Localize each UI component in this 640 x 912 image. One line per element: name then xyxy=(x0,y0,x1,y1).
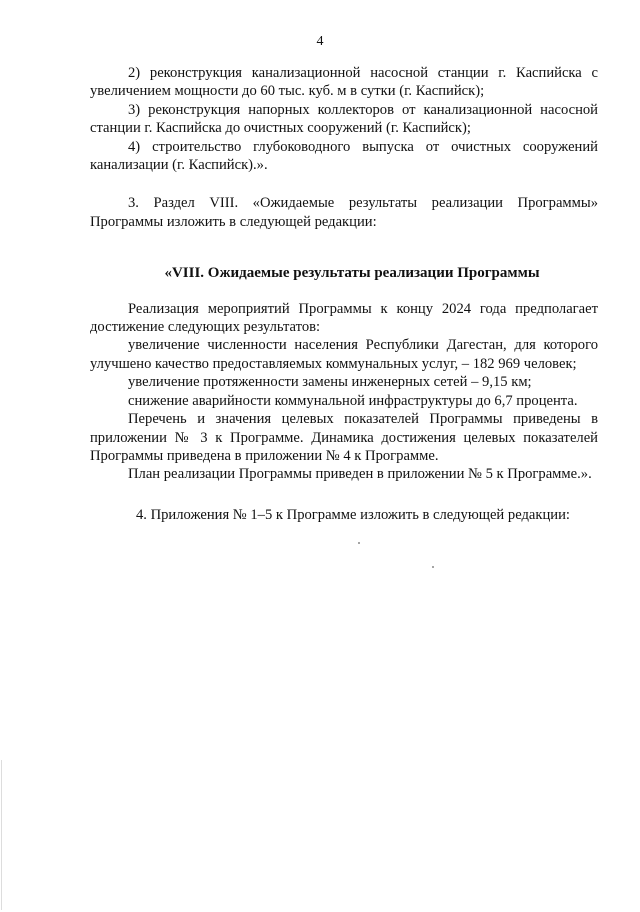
scan-edge-line xyxy=(1,760,2,910)
results-intro-paragraph: Реализация мероприятий Программы к концу 2024 года предполагает достижение следующих результатов: xyxy=(90,300,598,336)
page-number: 4 xyxy=(316,34,324,49)
item-4-paragraph: 4) строительство глубоководного выпуска от очистных сооружений канализации (г. Каспийск).». xyxy=(90,138,598,174)
section-4-paragraph: 4. Приложения № 1–5 к Программе изложить в следующей редакции: xyxy=(136,506,570,523)
result-population-paragraph: увеличение численности населения Республики Дагестан, для которого улучшено качество предоставляемых коммунальных услуг, – 182 969 человек; xyxy=(90,337,598,372)
item-3-paragraph: 3) реконструкция напорных коллекторов от канализационной насосной станции г. Каспийска до очистных сооружений (г. Каспийск); xyxy=(90,101,598,137)
section-3-paragraph: 3. Раздел VIII. «Ожидаемые результаты реализации Программы» Программы изложить в следующей редакции: xyxy=(90,195,598,230)
document-body xyxy=(90,64,598,524)
section-heading: «VIII. Ожидаемые результаты реализации Программы xyxy=(164,265,540,282)
scan-speck xyxy=(358,542,360,544)
indicators-paragraph: Перечень и значения целевых показателей Программы приведены в приложении № 3 к Программе. Динамика достижения целевых показателей Программы приведена в приложении № 4 к Программе. xyxy=(90,411,598,464)
item-2-paragraph: 2) реконструкция канализационной насосной станции г. Каспийска с увеличением мощности до 60 тыс. куб. м в сутки (г. Каспийск); xyxy=(90,65,598,100)
plan-paragraph: План реализации Программы приведен в приложении № 5 к Программе.». xyxy=(128,466,592,483)
result-networks-paragraph: увеличение протяженности замены инженерных сетей – 9,15 км; xyxy=(128,374,532,391)
result-accidents-paragraph: снижение аварийности коммунальной инфраструктуры до 6,7 процента. xyxy=(128,392,578,409)
scan-speck xyxy=(432,566,434,568)
